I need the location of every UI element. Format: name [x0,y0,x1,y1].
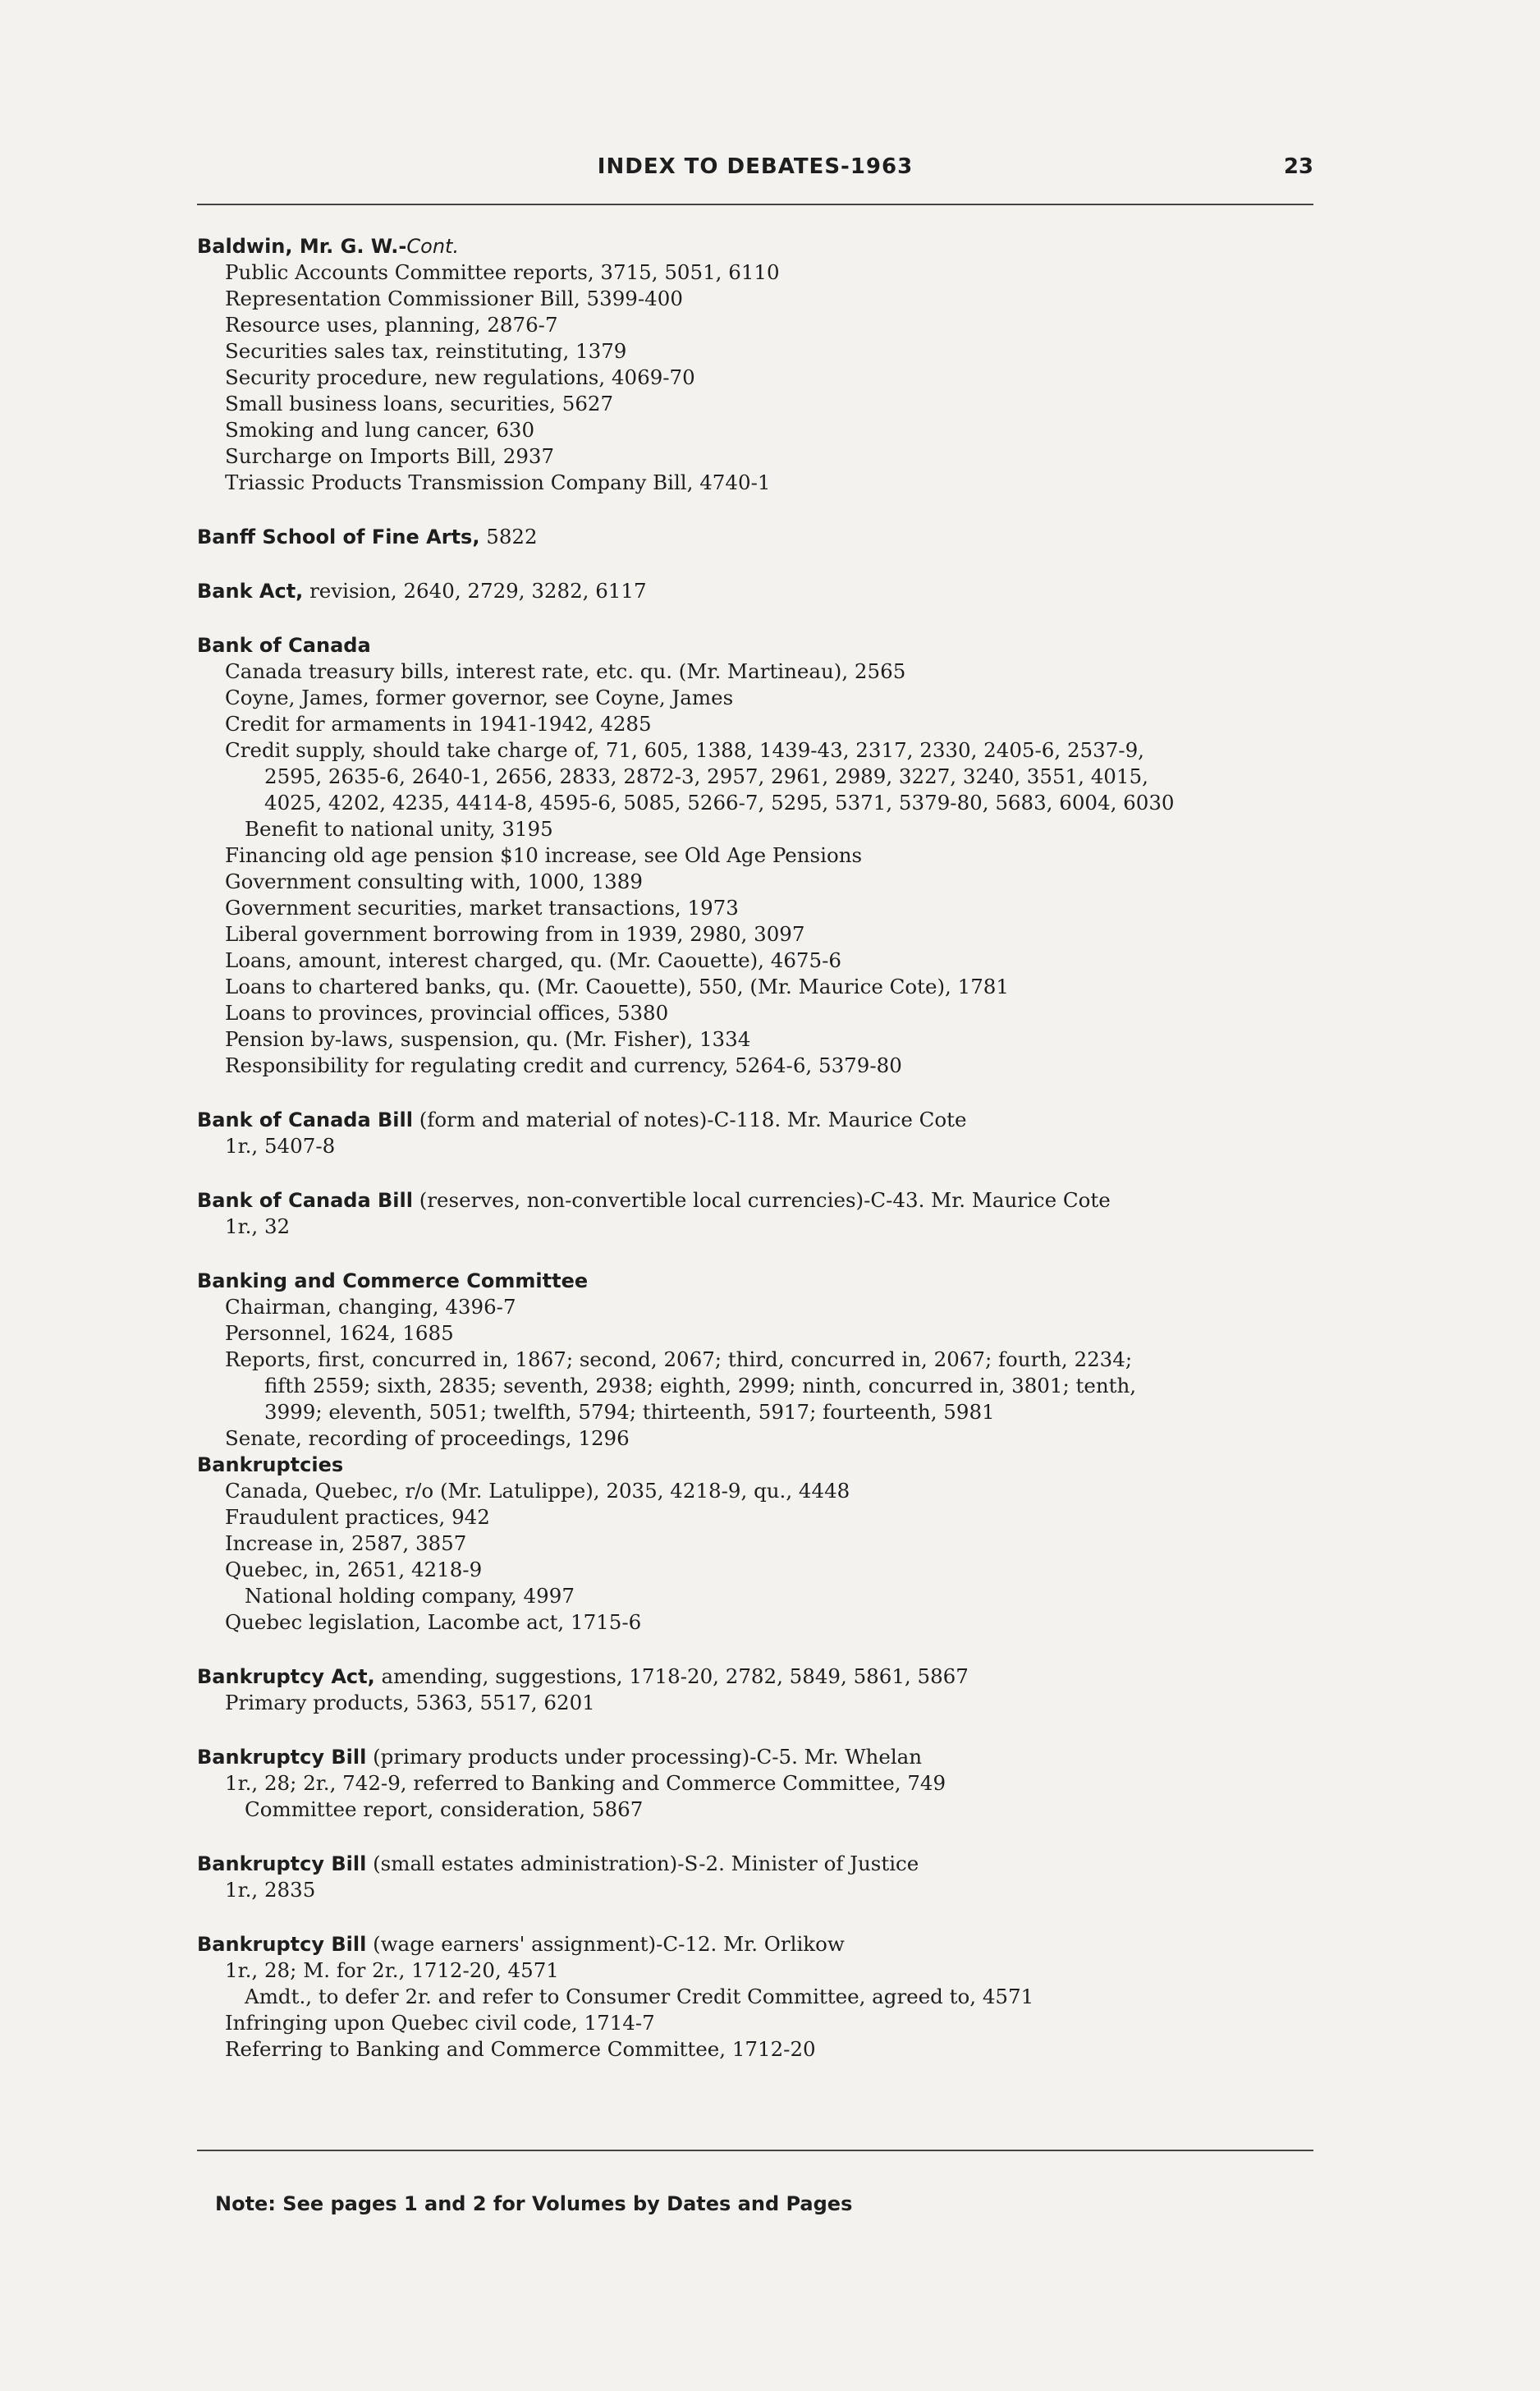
entry-gap [197,496,1338,524]
entry-heading-name: Banking and Commerce Committee [197,1269,589,1292]
page-number: 23 [1283,154,1313,179]
entry-heading [197,578,1338,604]
entry-heading-name: Banff School of Fine Arts, [197,525,480,548]
entry-subitem: Loans to provinces, provincial offices, 5380 [225,1001,669,1025]
entry-gap [197,1240,1338,1268]
entry-heading-detail: amending, suggestions, 1718-20, 2782, 5849, 5861, 5867 [374,1664,969,1688]
entry-subitem: 1r., 32 [225,1214,291,1238]
entry-subitem: Small business loans, securities, 5627 [225,392,614,415]
entry-subitem: Quebec legislation, Lacombe act, 1715-6 [225,1610,642,1634]
entry-subitem: Government consulting with, 1000, 1389 [225,870,643,893]
entry-heading [197,1107,1338,1133]
entry-gap [197,1716,1338,1744]
entry-gap [197,1823,1338,1851]
entry-subitem: Financing old age pension $10 increase, see Old Age Pensions [225,843,863,867]
entry-subitem: Smoking and lung cancer, 630 [225,418,535,442]
entry-subitem: Quebec, in, 2651, 4218-9 [225,1558,483,1581]
entry-subitem: 4025, 4202, 4235, 4414-8, 4595-6, 5085, 5266-7, 5295, 5371, 5379-80, 5683, 6004, 6030 [264,791,1175,815]
entry-heading [197,233,1338,259]
entry-heading-name: Bank of Canada Bill [197,1108,413,1131]
entry-heading [197,1931,1338,1957]
header-rule [197,204,1313,205]
entry-subitem: Surcharge on Imports Bill, 2937 [225,444,555,468]
entry-subitem: Pension by-laws, suspension, qu. (Mr. Fisher), 1334 [225,1027,751,1051]
entry-subitem: Benefit to national unity, 3195 [245,817,553,841]
entry-subitem: Personnel, 1624, 1685 [225,1321,454,1345]
entry-heading [197,1187,1338,1214]
index-entry [197,1107,1338,1159]
entry-subitem: Senate, recording of proceedings, 1296 [225,1426,630,1450]
entry-subitem: 1r., 2835 [225,1878,316,1902]
entry-gap [197,604,1338,632]
entry-subitem: Infringing upon Quebec civil code, 1714-7 [225,2011,655,2035]
entry-subitem: Resource uses, planning, 2876-7 [225,313,558,337]
entry-heading-name: Baldwin, Mr. G. W.- [197,235,407,258]
entry-subitem: Increase in, 2587, 3857 [225,1531,467,1555]
entry-subitem: Securities sales tax, reinstituting, 1379 [225,339,627,363]
entry-subitem: Responsibility for regulating credit and currency, 5264-6, 5379-80 [225,1053,902,1077]
entry-heading-name: Bankruptcy Bill [197,1852,367,1875]
entry-subitem: Amdt., to defer 2r. and refer to Consumer Credit Committee, agreed to, 4571 [245,1985,1034,2008]
entry-subitem: Loans, amount, interest charged, qu. (Mr. Caouette), 4675-6 [225,948,841,972]
page-header [197,146,1313,192]
entry-heading-name: Bank of Canada Bill [197,1189,413,1212]
entry-heading-detail: (reserves, non-convertible local currencies)-C-43. Mr. Maurice Cote [412,1188,1111,1212]
entry-subitem: 2595, 2635-6, 2640-1, 2656, 2833, 2872-3, 2957, 2961, 2989, 3227, 3240, 3551, 4015, [264,764,1148,788]
entry-heading [197,524,1338,550]
entry-gap [197,1159,1338,1187]
entry-heading-detail: (small estates administration)-S-2. Minister of Justice [366,1852,919,1875]
index-entry [197,524,1338,550]
entry-heading-name: Bankruptcies [197,1453,344,1476]
entry-subitem: Referring to Banking and Commerce Committee, 1712-20 [225,2037,816,2061]
entry-gap [197,1636,1338,1664]
index-entry [197,1452,1338,1636]
entry-gap [197,1903,1338,1931]
entry-subitem: Canada treasury bills, interest rate, etc. qu. (Mr. Martineau), 2565 [225,659,906,683]
index-entry [197,1187,1338,1240]
index-entry [197,1268,1338,1452]
entry-subitem: fifth 2559; sixth, 2835; seventh, 2938; eighth, 2999; ninth, concurred in, 3801; tenth, [264,1374,1137,1397]
entry-heading-name: Bankruptcy Act, [197,1665,375,1688]
entry-subitem: Government securities, market transactions, 1973 [225,896,739,920]
entry-heading [197,1452,1338,1478]
index-entries [197,233,1338,2063]
index-entry [197,632,1338,1079]
entry-subitem: National holding company, 4997 [245,1584,575,1608]
entry-subitem: 1r., 28; M. for 2r., 1712-20, 4571 [225,1958,559,1982]
entry-subitem: Fraudulent practices, 942 [225,1505,490,1529]
entry-subitem: Triassic Products Transmission Company Bill, 4740-1 [225,470,771,494]
entry-subitem: 1r., 5407-8 [225,1134,336,1158]
entry-subitem: 3999; eleventh, 5051; twelfth, 5794; thirteenth, 5917; fourteenth, 5981 [264,1400,995,1424]
entry-heading-name: Bank of Canada [197,634,371,657]
entry-subitem: Canada, Quebec, r/o (Mr. Latulippe), 2035, 4218-9, qu., 4448 [225,1479,850,1503]
index-entry [197,1744,1338,1823]
entry-heading-name: Bank Act, [197,580,304,603]
entry-heading [197,1268,1338,1294]
entry-subitem: Representation Commissioner Bill, 5399-400 [225,287,683,310]
entry-heading [197,1744,1338,1770]
footer-rule [197,2150,1313,2151]
entry-subitem: Security procedure, new regulations, 4069-70 [225,365,695,389]
entry-heading-detail: (form and material of notes)-C-118. Mr. Maurice Cote [412,1108,967,1131]
entry-heading [197,632,1338,659]
index-entry [197,578,1338,604]
entry-subitem: Committee report, consideration, 5867 [245,1797,644,1821]
entry-subitem: Public Accounts Committee reports, 3715, 5051, 6110 [225,260,780,284]
entry-subitem: Primary products, 5363, 5517, 6201 [225,1691,595,1714]
entry-heading [197,1851,1338,1877]
index-entry [197,233,1338,496]
entry-gap [197,1079,1338,1107]
entry-subitem: Loans to chartered banks, qu. (Mr. Caouette), 550, (Mr. Maurice Cote), 1781 [225,975,1009,998]
entry-heading-continued: Cont. [406,235,460,258]
entry-subitem: Chairman, changing, 4396-7 [225,1295,516,1319]
index-entry [197,1851,1338,1903]
entry-heading [197,1664,1338,1690]
footer-note: Note: See pages 1 and 2 for Volumes by Dates and Pages [215,2192,853,2215]
entry-heading-name: Bankruptcy Bill [197,1933,367,1956]
entry-heading-detail: 5822 [479,525,538,548]
entry-subitem: Credit supply, should take charge of, 71, 605, 1388, 1439-43, 2317, 2330, 2405-6, 2537-9, [225,738,1144,762]
entry-subitem: 1r., 28; 2r., 742-9, referred to Banking and Commerce Committee, 749 [225,1771,946,1795]
entry-heading-detail: revision, 2640, 2729, 3282, 6117 [303,579,647,603]
entry-subitem: Reports, first, concurred in, 1867; second, 2067; third, concurred in, 2067; fourth, 2234; [225,1347,1133,1371]
page-title: INDEX TO DEBATES-1963 [597,154,914,179]
entry-heading-detail: (primary products under processing)-C-5. Mr. Whelan [366,1745,923,1769]
entry-heading-name: Bankruptcy Bill [197,1746,367,1769]
index-entry [197,1931,1338,2063]
entry-subitem: Coyne, James, former governor, see Coyne, James [225,686,734,709]
entry-heading-detail: (wage earners' assignment)-C-12. Mr. Orlikow [366,1932,845,1956]
index-entry [197,1664,1338,1716]
entry-subitem: Credit for armaments in 1941-1942, 4285 [225,712,652,736]
entry-gap [197,550,1338,578]
entry-subitem: Liberal government borrowing from in 1939, 2980, 3097 [225,922,805,946]
